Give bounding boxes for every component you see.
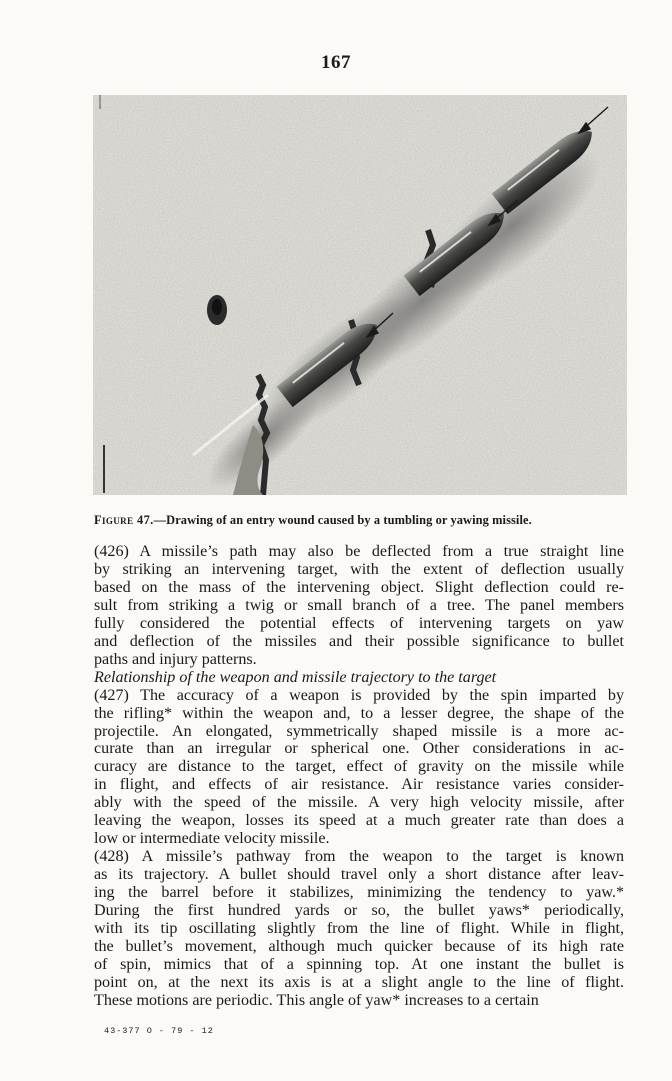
paragraph-p426-line: sult from striking a twig or small branch of a tree. The panel members [94, 596, 624, 614]
paragraph-p428-line: as its trajectory. A bullet should travel only a short distance after leav- [94, 866, 624, 884]
page-number: 167 [321, 52, 351, 73]
paragraph-p427-line: in flight, and effects of air resistance. Air resistance varies consider- [94, 776, 624, 794]
paragraph-p427-line: low or intermediate velocity missile. [94, 830, 330, 848]
figure-47-illustration [93, 95, 627, 495]
paragraph-p426-line: and deflection of the missiles and their possible significance to bullet [94, 632, 624, 650]
paragraph-p428-line: the bullet’s movement, although much quicker because of its high rate [94, 937, 624, 955]
body-text [94, 543, 624, 1010]
paragraph-p426-line: fully considered the potential effects of intervening targets on yaw [94, 614, 624, 632]
paragraph-p427-line: ably with the speed of the missile. A very high velocity missile, after [94, 794, 624, 812]
paragraph-p426-line: (426) A missile’s path may also be deflected from a true straight line [94, 543, 624, 560]
paragraph-p428-line: (428) A missile’s pathway from the weapon to the target is known [94, 848, 624, 866]
paragraph-p426-line: paths and injury patterns. [94, 650, 257, 668]
figure-caption [94, 513, 634, 528]
paragraph-p428-line: with its tip oscillating slightly from the line of flight. While in flight, [94, 920, 624, 938]
section-heading: Relationship of the weapon and missile trajectory to the target [94, 668, 497, 686]
paragraph-p428-line: point on, at the next its axis is at a slight angle to the line of flight. [94, 973, 624, 991]
paragraph-p427-line: curate than an irregular or spherical one. Other considerations in ac- [94, 740, 624, 758]
paragraph-p427-line: projectile. An elongated, symmetrically shaped missile is a more ac- [94, 722, 624, 740]
paragraph-p428-line: These motions are periodic. This angle of yaw* increases to a certain [94, 991, 539, 1009]
paragraph-p428-line: ing the barrel before it stabilizes, minimizing the tendency to yaw.* [94, 884, 624, 902]
paragraph-p427-line: (427) The accuracy of a weapon is provided by the spin imparted by [94, 686, 624, 704]
figure-caption-text: —Drawing of an entry wound caused by a tumbling or yawing missile. [153, 513, 532, 527]
paragraph-p427-line: leaving the weapon, losses its speed at a much greater rate than does a [94, 812, 624, 830]
paragraph-p427-line: curacy are distance to the target, effect of gravity on the missile while [94, 758, 624, 776]
footer-print-code: 43-377 O - 79 - 12 [104, 1026, 214, 1036]
paragraph-p428-line: During the first hundred yards or so, the bullet yaws* periodically, [94, 902, 624, 920]
figure-caption-label: Figure 47. [94, 513, 154, 527]
paragraph-p426-line: by striking an intervening target, with the extent of deflection usually [94, 560, 624, 578]
paragraph-p428-line: of spin, mimics that of a spinning top. At one instant the bullet is [94, 955, 624, 973]
paragraph-p426-line: based on the mass of the intervening object. Slight deflection could re- [94, 578, 624, 596]
paragraph-p427-line: the rifling* within the weapon and, to a lesser degree, the shape of the [94, 704, 624, 722]
